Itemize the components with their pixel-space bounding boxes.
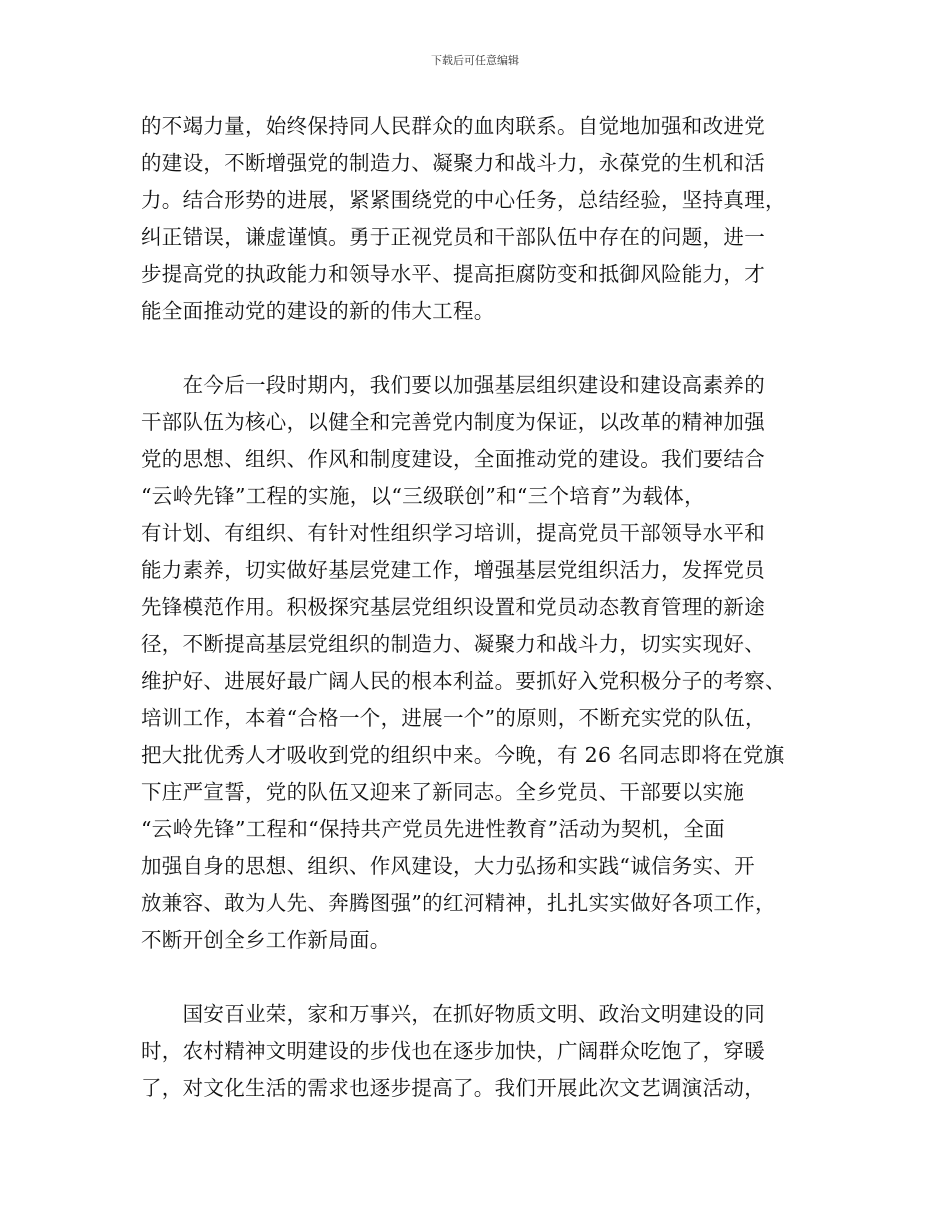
text-line: 时，农村精神文明建设的步伐也在逐步加快，广阔群众吃饱了，穿暖 — [141, 1039, 765, 1063]
text-line: 力。结合形势的进展，紧紧围绕党的中心任务，总结经验，坚持真理， — [141, 188, 786, 212]
text-line: 先锋模范作用。积极探究基层党组织设置和党员动态教育管理的新途 — [141, 595, 765, 619]
text-line: 把大批优秀人才吸收到党的组织中来。今晚，有 26 名同志即将在党旗 — [141, 743, 785, 767]
text-line: 下庄严宣誓，党的队伍又迎来了新同志。全乡党员、干部要以实施 — [141, 780, 745, 804]
text-line: 能力素养，切实做好基层党建工作，增强基层党组织活力，发挥党员 — [141, 558, 765, 582]
text-line: 放兼容、敢为人先、奔腾图强”的红河精神，扎扎实实做好各项工作， — [141, 891, 776, 915]
text-line: 了，对文化生活的需求也逐步提高了。我们开展此次文艺调演活动， — [141, 1076, 765, 1100]
text-line: 党的思想、组织、作风和制度建设，全面推动党的建设。我们要结合 — [141, 447, 765, 471]
text-line: 干部队伍为核心，以健全和完善党内制度为保证，以改革的精神加强 — [141, 410, 765, 434]
text-line: 加强自身的思想、组织、作风建设，大力弘扬和实践“诚信务实、开 — [141, 854, 755, 878]
text-line: 纠正错误，谦虚谨慎。勇于正视党员和干部队伍中存在的问题，进一 — [141, 225, 765, 249]
text-line: 在今后一段时期内，我们要以加强基层组织建设和建设高素养的 — [141, 373, 765, 397]
text-line: 步提高党的执政能力和领导水平、提高拒腐防变和抵御风险能力，才 — [141, 262, 765, 286]
text-line: 的建设，不断增强党的制造力、凝聚力和战斗力，永葆党的生机和活 — [141, 151, 765, 175]
text-line: “云岭先锋”工程的实施，以“三级联创”和“三个培育”为载体， — [141, 484, 705, 508]
text-line: 培训工作，本着“合格一个，进展一个”的原则，不断充实党的队伍， — [141, 706, 766, 730]
text-line: 径，不断提高基层党组织的制造力、凝聚力和战斗力，切实实现好、 — [141, 632, 765, 656]
text-line: 不断开创全乡工作新局面。 — [141, 928, 391, 952]
text-line: 国安百业荣，家和万事兴，在抓好物质文明、政治文明建设的同 — [141, 1002, 765, 1026]
text-line: 能全面推动党的建设的新的伟大工程。 — [141, 299, 495, 323]
text-line: 有计划、有组织、有针对性组织学习培训，提高党员干部领导水平和 — [141, 521, 765, 545]
text-line: 维护好、进展好最广阔人民的根本利益。要抓好入党积极分子的考察、 — [141, 669, 786, 693]
text-line: “云岭先锋”工程和“保持共产党员先进性教育”活动为契机，全面 — [141, 817, 725, 841]
page-header: 下载后可任意编辑 — [431, 54, 519, 67]
text-line: 的不竭力量，始终保持同人民群众的血肉联系。自觉地加强和改进党 — [141, 114, 765, 138]
